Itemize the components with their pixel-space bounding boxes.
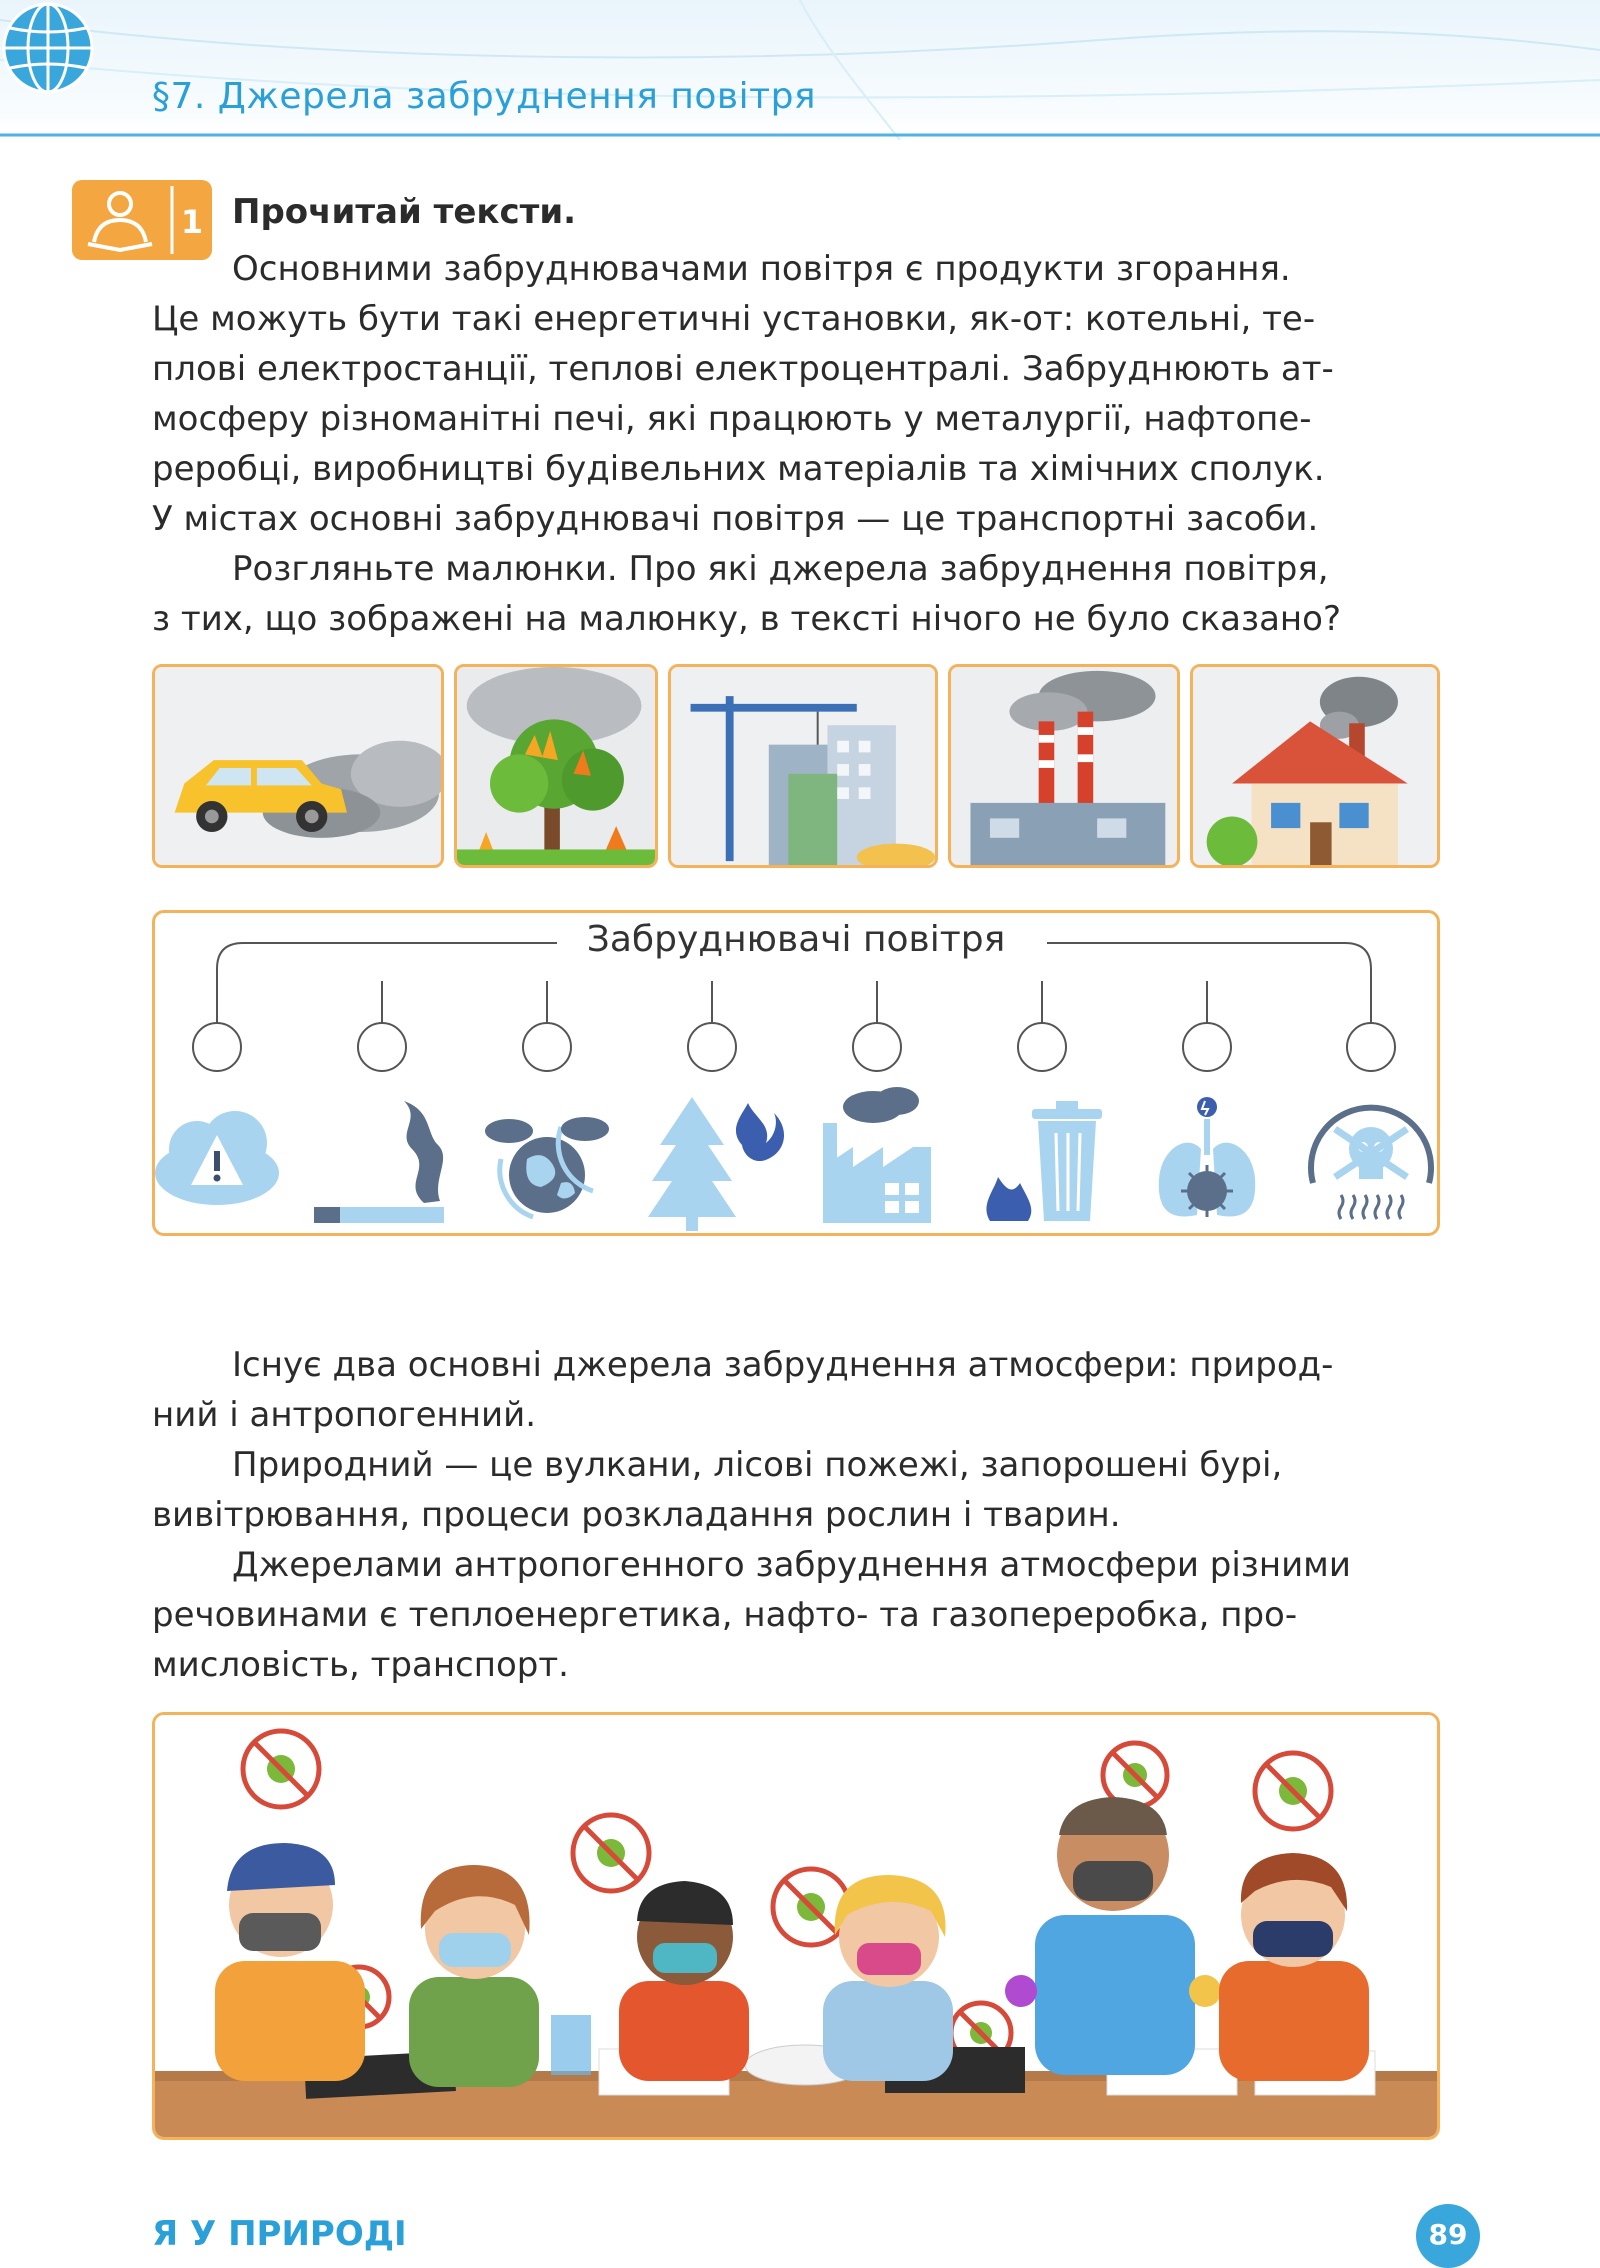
factory-icon — [823, 1087, 931, 1223]
burning-trash-icon — [986, 1101, 1102, 1221]
construction-site-icon — [671, 667, 935, 865]
cup — [551, 2015, 591, 2075]
answer-circle — [193, 1023, 1395, 1071]
photo-construction — [668, 664, 938, 868]
forest-fire-tree-icon — [648, 1097, 784, 1231]
section-title: §7. Джерела забруднення повітря — [152, 76, 817, 117]
text-line: вивітрювання, процеси розкладання рослин і тварин. — [152, 1495, 1121, 1535]
text-line: з тих, що зображені на малюнку, в тексті нічого не було сказано? — [152, 599, 1342, 639]
children-in-masks-drawing-illustration — [155, 1715, 1437, 2137]
text-block-1 — [152, 244, 1440, 644]
photo-car-exhaust — [152, 664, 444, 868]
text-line: Розгляньте малюнки. Про які джерела забруднення повітря, — [232, 549, 1329, 589]
text-line: Основними забруднювачами повітря є продукти згорання. — [232, 249, 1291, 289]
forest-fire-icon — [457, 667, 655, 865]
diagram-tree-lines — [155, 913, 1437, 1233]
text-line: У містах основні забруднювачі повітря — це транспортні засоби. — [152, 499, 1319, 539]
virus-lungs-icon — [1159, 1097, 1255, 1217]
page-header — [0, 0, 1600, 140]
globe-icon — [0, 0, 96, 96]
factory-smoke-icon — [951, 667, 1177, 865]
pollutants-diagram — [152, 910, 1440, 1236]
photo-forest-fire — [454, 664, 658, 868]
text-line: Існує два основні джерела забруднення атмосфери: природ- — [232, 1345, 1334, 1385]
task-title: Прочитай тексти. — [232, 192, 577, 232]
house-chimney-icon — [1193, 667, 1437, 865]
photo-factory — [948, 664, 1180, 868]
text-line: Природний — це вулкани, лісові пожежі, запорошені бурі, — [232, 1445, 1283, 1485]
text-block-2 — [152, 1340, 1440, 1690]
earth-clouds-icon — [485, 1117, 609, 1217]
photo-house — [1190, 664, 1440, 868]
children-illustration — [152, 1712, 1440, 2140]
page-number: 89 — [1416, 2204, 1480, 2268]
text-line: плові електростанції, теплові електроцентралі. Забруднюють ат- — [152, 349, 1334, 389]
footer-section-label: Я У ПРИРОДІ — [152, 2214, 407, 2254]
header-decoration — [0, 0, 1600, 140]
text-line: мисловість, транспорт. — [152, 1645, 569, 1685]
car-exhaust-icon — [155, 667, 441, 865]
toxic-gas-icon — [1311, 1108, 1431, 1219]
task-number: 1 — [180, 203, 204, 241]
text-line: Це можуть бути такі енергетичні установки, як-от: котельні, те- — [152, 299, 1316, 339]
text-line: Джерелами антропогенного забруднення атмосфери різними — [232, 1545, 1351, 1585]
text-line: ний і антропогенний. — [152, 1395, 537, 1435]
cigarette-smoke-icon — [314, 1101, 444, 1223]
text-line: мосферу різноманітні печі, які працюють у металургії, нафтопе- — [152, 399, 1312, 439]
warning-cloud-icon — [155, 1111, 279, 1205]
diagram-title: Забруднювачі повітря — [567, 919, 1025, 960]
text-line: речовинами є теплоенергетика, нафто- та газопереробка, про- — [152, 1595, 1298, 1635]
text-line: реробці, виробництві будівельних матеріалів та хімічних сполук. — [152, 449, 1325, 489]
